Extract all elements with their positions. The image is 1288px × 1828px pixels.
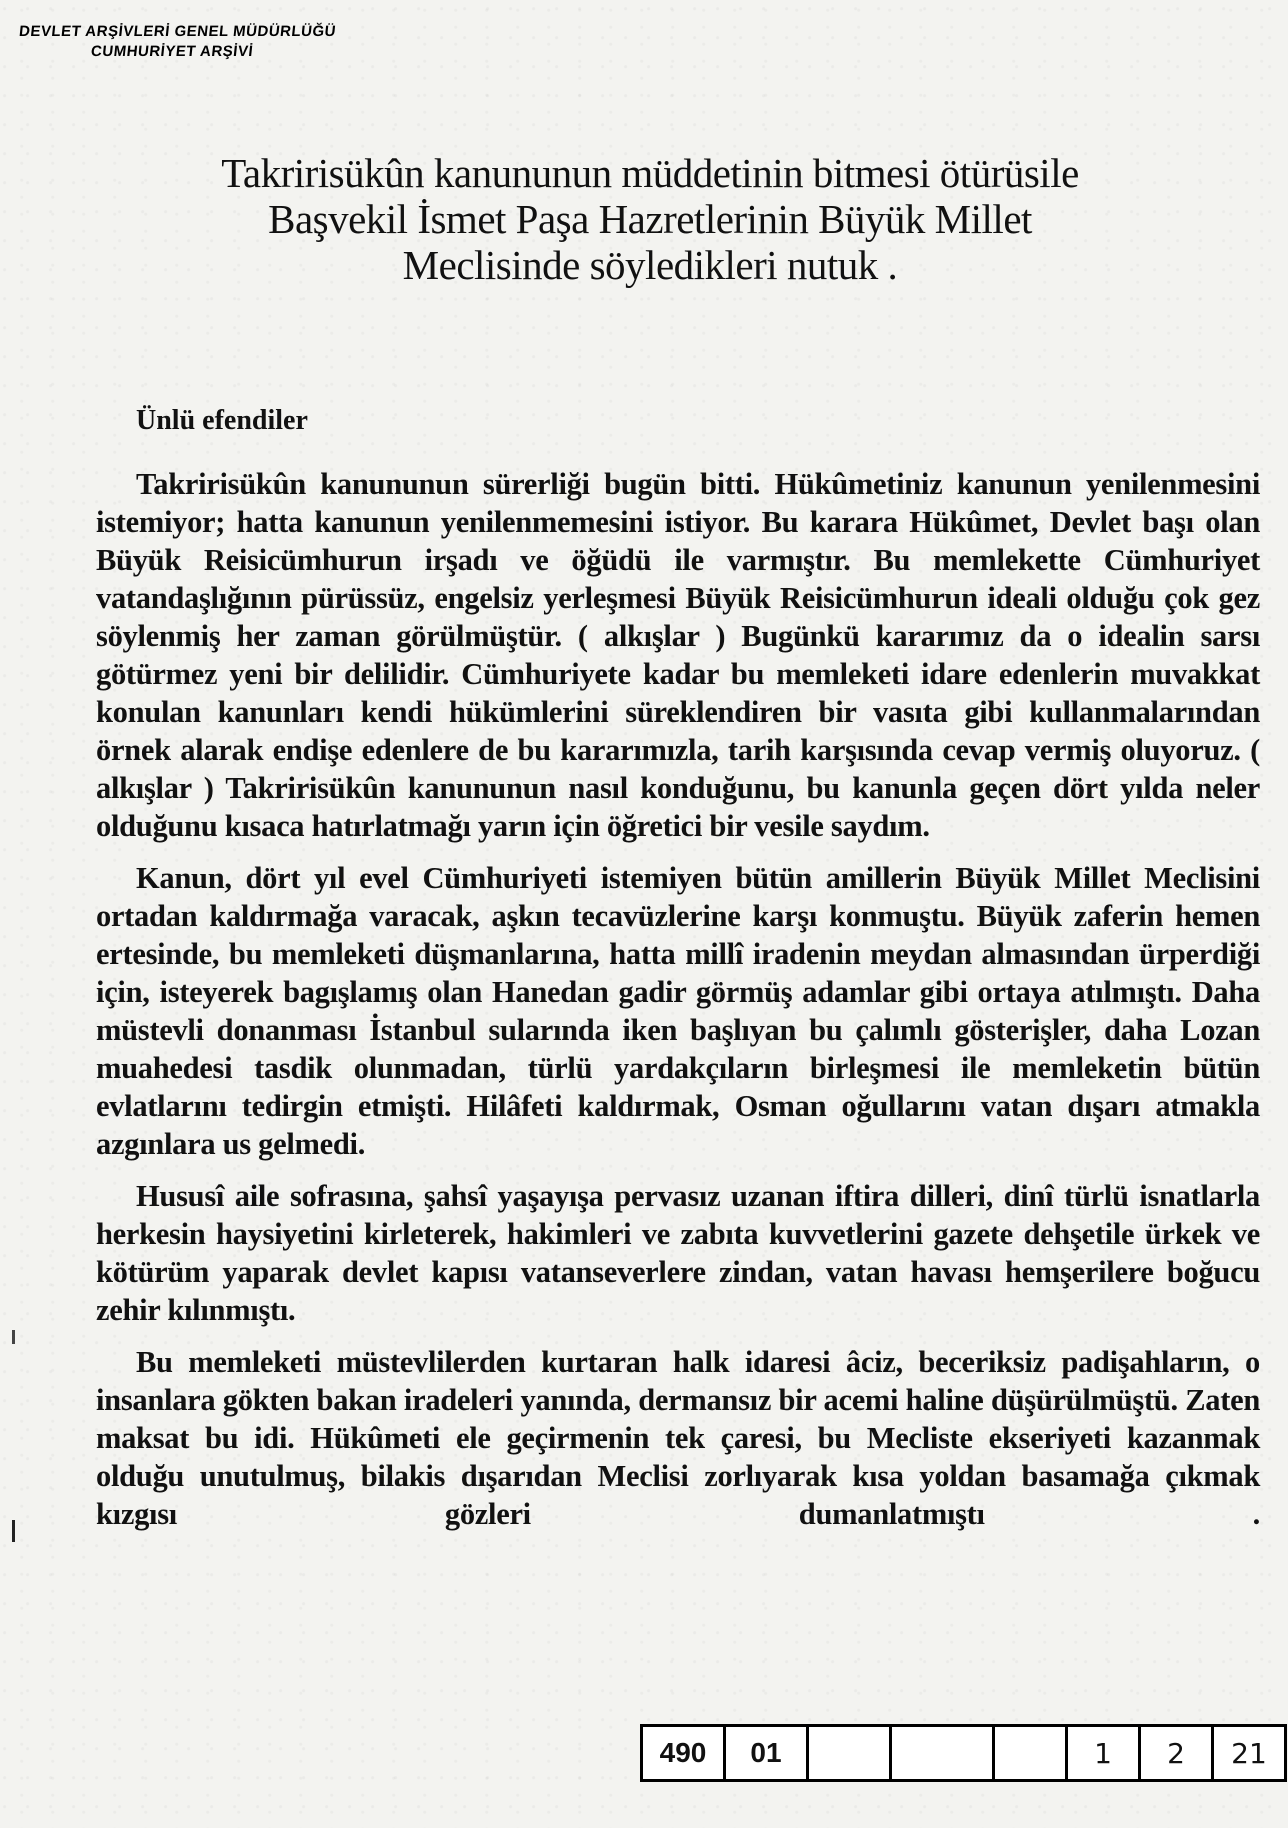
title-line-3: Meclisinde söyledikleri nutuk . xyxy=(402,242,898,288)
paragraph-2: Kanun, dört yıl evel Cümhuriyeti istemiyen bütün amillerin Büyük Millet Meclisini ortadan kaldırmağa varacak, aşkın tecavüzlerine karşı konmuştu. Büyük zaferin hemen ertesinde, bu memleketi düşmanlarına, hatta millî iradenin meydan almasından ürperdiği için, isteyerek bagışlamış olan Hanedan gadir görmüş adamlar gibi ortaya atılmıştı. Daha müstevli donanması İstanbul sularında iken başlıyan bu çalımlı gösterişler, daha Lozan muahedesi tasdik olunmadan, türlü yardakçıların birleşmesi ile memleketin bütün evlatlarını tedirgin etmişti. Hilâfeti kaldırmak, Osman oğullarını vatan dışarı atmakla azgınlara us gelmedi. xyxy=(96,861,1260,1161)
archive-code-box xyxy=(640,1724,1287,1782)
margin-mark xyxy=(12,1520,15,1542)
code-cell: 2 xyxy=(1141,1727,1214,1779)
code-cell: 1 xyxy=(1068,1727,1141,1779)
paragraph-4: Bu memleketi müstevlilerden kurtaran halk idaresi âciz, beceriksiz padişahların, o insanlara gökten bakan iradeleri yanında, dermansız bir acemi haline düşürülmüştü. Zaten maksat bu idi. Hükûmeti ele geçirmenin tek çaresi, bu Mecliste ekseriyeti kazanmak olduğu unutulmuş, bilakis dışarıdan Meclisi zorlıyarak kısa yoldan basamağa çıkmak kızgısı gözleri dumanlatmıştı . xyxy=(96,1345,1260,1531)
code-cell: 490 xyxy=(643,1727,726,1779)
code-cell: 21 xyxy=(1231,1736,1267,1770)
paragraph-3: Hususî aile sofrasına, şahsî yaşayışa pervasız uzanan iftira dilleri, dinî türlü isnatlarla herkesin haysiyetini kirleterek, hakimleri ve zabıta kuvvetlerini gazete dehşetile ürkek ve kötürüm yaparak devlet kapısı vatanseverlere zindan, vatan havası hemşerilere boğucu zehir kılınmıştı. xyxy=(96,1179,1260,1327)
title-line-2: Başvekil İsmet Paşa Hazretlerinin Büyük Millet xyxy=(268,196,1032,242)
archive-stamp xyxy=(16,22,337,62)
paragraph-1: Takririsükûn kanununun sürerliği bugün bitti. Hükûmetiniz kanunun yenilenmesini istemiyor; hatta kanunun yenilenmemesini istiyor. Bu karara Hükûmet, Devlet başı olan Büyük Reisicümhurun irşadı ve öğüdü ile varmıştır. Bu memlekette Cümhuriyet vatandaşlığının pürüssüz, engelsiz yerleşmesi Büyük Reisicümhurun ideali olduğu çok gez söylenmiş her zaman görülmüştür. ( alkışlar ) Bugünkü kararımız da o idealin sarsı götürmez yeni bir delilidir. Cümhuriyete kadar bu memleketi idare edenlerin muvakkat konulan kanunları kendi hükümlerini süreklendiren bir vasıta gibi kullanmalarından örnek alarak endişe edenlere de bu kararımızla, tarih karşısında cevap vermiş oluyoruz. ( alkışlar ) Takririsükûn kanununun nasıl konduğunu, bu kanunla geçen dört yılda neler olduğunu kısaca hatırlatmağı yarın için öğretici bir vesile saydım. xyxy=(96,467,1260,843)
greeting: Ünlü efendiler xyxy=(136,405,308,436)
code-cell xyxy=(809,1727,892,1779)
title-line-1: Takririsükûn kanununun müddetinin bitmesi ötürüsile xyxy=(221,150,1079,196)
speech-body xyxy=(96,465,1260,1571)
code-cell xyxy=(995,1727,1068,1779)
margin-mark xyxy=(12,1330,15,1344)
stamp-line-1: DEVLET ARŞİVLERİ GENEL MÜDÜRLÜĞÜ xyxy=(18,23,337,40)
stamp-line-2: CUMHURİYET ARŞİVİ xyxy=(90,43,255,60)
document-title xyxy=(150,150,1150,288)
code-cell: 01 xyxy=(726,1727,809,1779)
code-cell xyxy=(892,1727,995,1779)
